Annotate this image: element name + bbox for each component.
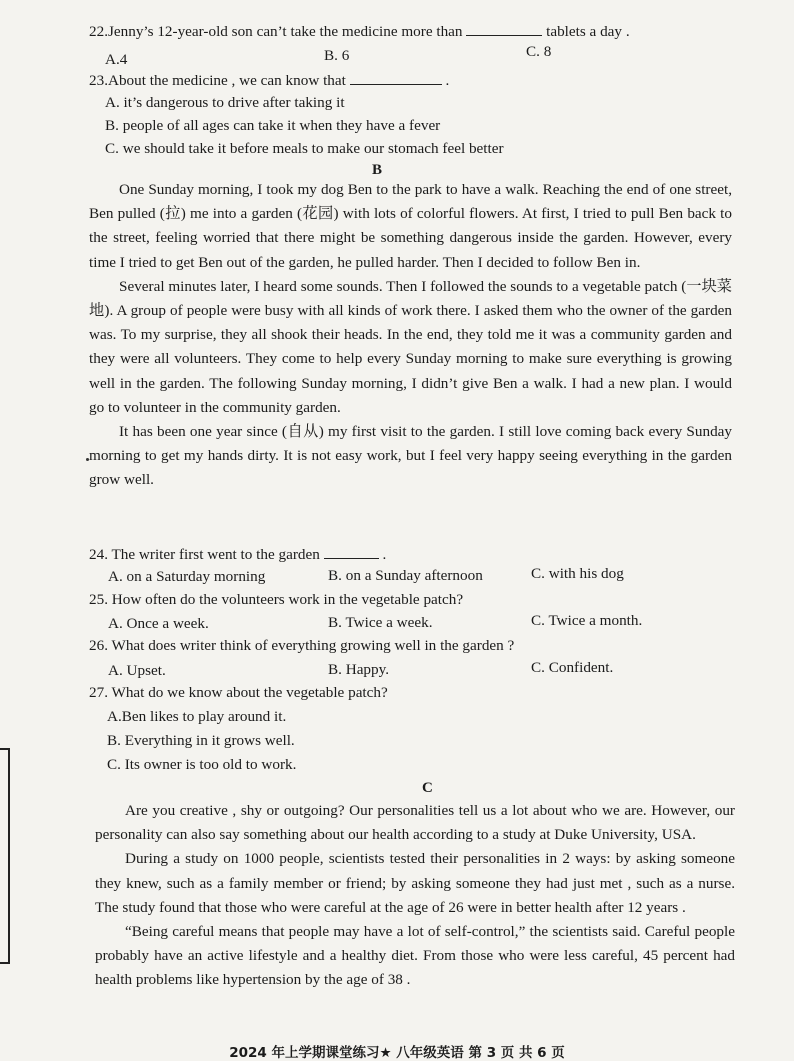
option-24-c[interactable]: C. with his dog (531, 565, 624, 582)
question-26: 26. What does writer think of everything growing well in the garden ? (89, 637, 515, 654)
scan-mark (86, 458, 89, 461)
option-25-a[interactable]: A. Once a week. (108, 615, 209, 632)
question-22-tail: tablets a day . (546, 23, 630, 40)
option-27-b[interactable]: B. Everything in it grows well. (107, 732, 295, 749)
answer-blank[interactable] (324, 544, 379, 559)
option-22-c[interactable]: C. 8 (526, 43, 552, 60)
option-25-c[interactable]: C. Twice a month. (531, 612, 643, 629)
option-26-b[interactable]: B. Happy. (328, 661, 390, 678)
answer-blank[interactable] (350, 70, 442, 85)
section-b-label: B (372, 162, 383, 178)
option-24-b[interactable]: B. on a Sunday afternoon (328, 567, 483, 584)
passage-c-paragraph: Are you creative , shy or outgoing? Our personalities tell us a lot about who we are. However, our personality can also say something about our health according to a study at Duke University, USA. (95, 802, 735, 844)
question-24-stem: 24. The writer first went to the garden (89, 546, 320, 563)
option-23-c[interactable]: C. we should take it before meals to make our stomach feel better (105, 140, 504, 157)
passage-b-paragraph: Several minutes later, I heard some sounds. Then I followed the sounds to a vegetable patch (一块菜地). A group of people were busy with all kinds of work there. I asked them who the owner of the garden was. To my surprise, they all shook their heads. In the end, they told me it was a community garden and they were all volunteers. They come to help every Sunday morning to make sure everything is growing well in the garden. The following Sunday morning, I didn’t give Ben a walk. I had a new plan. I would go to volunteer in the community garden. (89, 277, 732, 416)
question-25: 25. How often do the volunteers work in the vegetable patch? (89, 591, 464, 608)
question-24 (89, 544, 386, 565)
passage-c-paragraph: “Being careful means that people may have a lot of self-control,” the scientists said. Careful people probably have an active lifestyle and a healthy diet. From those who were less careful, 45 percent had health problems like hypertension by the age of 38 . (95, 923, 735, 989)
passage-b (89, 178, 732, 493)
option-27-a[interactable]: A.Ben likes to play around it. (107, 708, 287, 725)
binding-margin-box (0, 748, 10, 964)
option-23-b[interactable]: B. people of all ages can take it when they have a fever (105, 117, 441, 134)
section-c-label: C (422, 780, 433, 796)
passage-b-paragraph: One Sunday morning, I took my dog Ben to the park to have a walk. Reaching the end of one street, Ben pulled (拉) me into a garden (花园) with lots of colorful flowers. At first, I tried to pull Ben back to the street, feeling worried that there might be something dangerous inside the garden. However, every time I tried to get Ben out of the garden, he pulled harder. Then I decided to follow Ben in. (89, 181, 732, 271)
passage-b-paragraph: It has been one year since (自从) my first visit to the garden. I still love coming back every Sunday morning to get my hands dirty. It is not easy work, but I feel very happy seeing everything in the garden grow well. (89, 423, 732, 489)
question-27: 27. What do we know about the vegetable patch? (89, 684, 388, 701)
option-22-a[interactable]: A.4 (105, 51, 128, 68)
answer-blank[interactable] (466, 21, 542, 36)
option-24-a[interactable]: A. on a Saturday morning (108, 568, 266, 585)
option-25-b[interactable]: B. Twice a week. (328, 614, 433, 631)
option-23-a[interactable]: A. it’s dangerous to drive after taking it (105, 94, 345, 111)
passage-c (95, 799, 735, 993)
page-footer: 2024 年上学期课堂练习★ 八年级英语 第 3 页 共 6 页 (229, 1045, 565, 1061)
passage-c-paragraph: During a study on 1000 people, scientists tested their personalities in 2 ways: by asking someone they knew, such as a family member or friend; by asking someone they had just met , such as a nurse. The study found that those who were careful at the age of 26 were in better health after 12 years . (95, 850, 735, 916)
option-26-c[interactable]: C. Confident. (531, 659, 614, 676)
question-23 (89, 70, 449, 91)
question-24-tail: . (382, 546, 387, 563)
option-26-a[interactable]: A. Upset. (108, 662, 166, 679)
question-22-stem: 22.Jenny’s 12-year-old son can’t take the medicine more than (89, 23, 463, 40)
option-22-b[interactable]: B. 6 (324, 47, 350, 64)
option-27-c[interactable]: C. Its owner is too old to work. (107, 756, 297, 773)
question-23-tail: . (445, 72, 450, 89)
question-23-stem: 23.About the medicine , we can know that (89, 72, 346, 89)
question-22 (89, 21, 630, 42)
